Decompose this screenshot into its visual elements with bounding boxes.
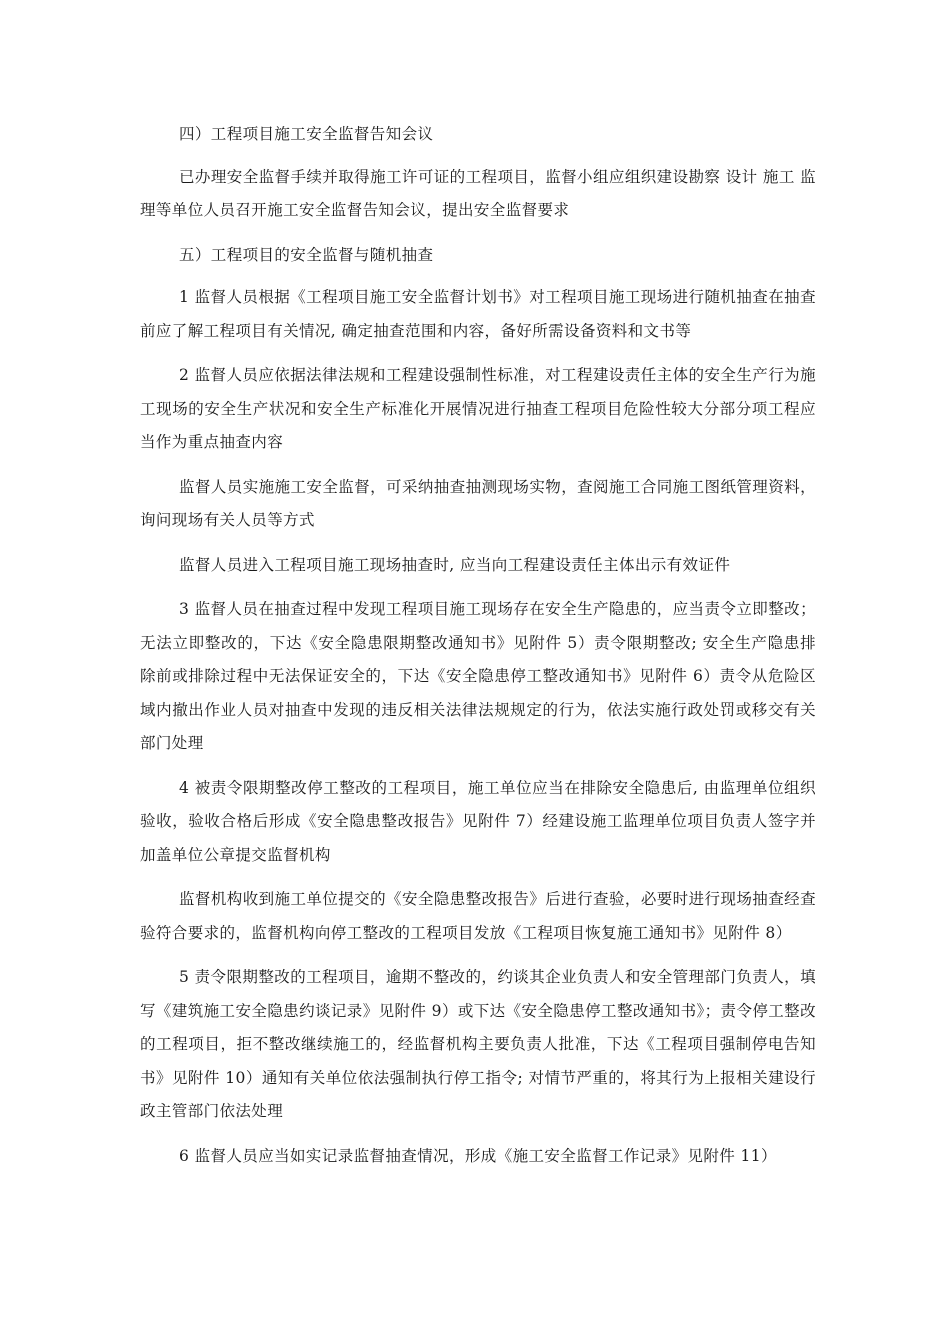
section-heading-5: 五）工程项目的安全监督与随机抽查 xyxy=(179,245,434,264)
paragraph: 监督人员实施施工安全监督，可采纳抽查抽测现场实物，查阅施工合同施工图纸管理资料，询问现场有关人员等方式 xyxy=(140,477,816,529)
paragraph: 1 监督人员根据《工程项目施工安全监督计划书》对工程项目施工现场进行随机抽查在抽查前应了解工程项目有关情况, 确定抽查范围和内容，备好所需设备资料和文书等 xyxy=(140,288,816,340)
paragraph: 已办理安全监督手续并取得施工许可证的工程项目，监督小组应组织建设勘察 设计 施工 监理等单位人员召开施工安全监督告知会议，提出安全监督要求 xyxy=(140,167,816,219)
paragraph: 6 监督人员应当如实记录监督抽查情况，形成《施工安全监督工作记录》见附件 11） xyxy=(179,1146,777,1165)
paragraph: 2 监督人员应依据法律法规和工程建设强制性标准，对工程建设责任主体的安全生产行为施工现场的安全生产状况和安全生产标准化开展情况进行抽查工程项目危险性较大分部分项工程应当作为重点抽查内容 xyxy=(140,366,816,451)
paragraph: 5 责令限期整改的工程项目，逾期不整改的，约谈其企业负责人和安全管理部门负责人，填写《建筑施工安全隐患约谈记录》见附件 9）或下达《安全隐患停工整改通知书》；责令停工整改的工程项目，拒不整改继续施工的，经监督机构主要负责人批准，下达《工程项目强制停电告知书》见附件 10）通知有关单位依法强制执行停工指令; 对情节严重的，将其行为上报相关建设行政主管部门依法处理 xyxy=(140,968,816,1120)
document-body xyxy=(140,118,816,1184)
paragraph: 4 被责令限期整改停工整改的工程项目，施工单位应当在排除安全隐患后, 由监理单位组织验收，验收合格后形成《安全隐患整改报告》见附件 7）经建设施工监理单位项目负责人签字并加盖单位公章提交监督机构 xyxy=(140,778,816,864)
paragraph: 监督机构收到施工单位提交的《安全隐患整改报告》后进行查验，必要时进行现场抽查经查验符合要求的，监督机构向停工整改的工程项目发放《工程项目恢复施工通知书》见附件 8） xyxy=(140,890,816,942)
paragraph: 监督人员进入工程项目施工现场抽查时, 应当向工程建设责任主体出示有效证件 xyxy=(179,555,731,574)
paragraph: 3 监督人员在抽查过程中发现工程项目施工现场存在安全生产隐患的，应当责令立即整改；无法立即整改的，下达《安全隐患限期整改通知书》见附件 5）责令限期整改; 安全生产隐患排除前或排除过程中无法保证安全的，下达《安全隐患停工整改通知书》见附件 6）责令从危险区域内撤出作业人员对抽查中发现的违反相关法律法规规定的行为，依法实施行政处罚或移交有关部门处理 xyxy=(140,600,816,752)
section-heading-4: 四）工程项目施工安全监督告知会议 xyxy=(179,125,434,143)
